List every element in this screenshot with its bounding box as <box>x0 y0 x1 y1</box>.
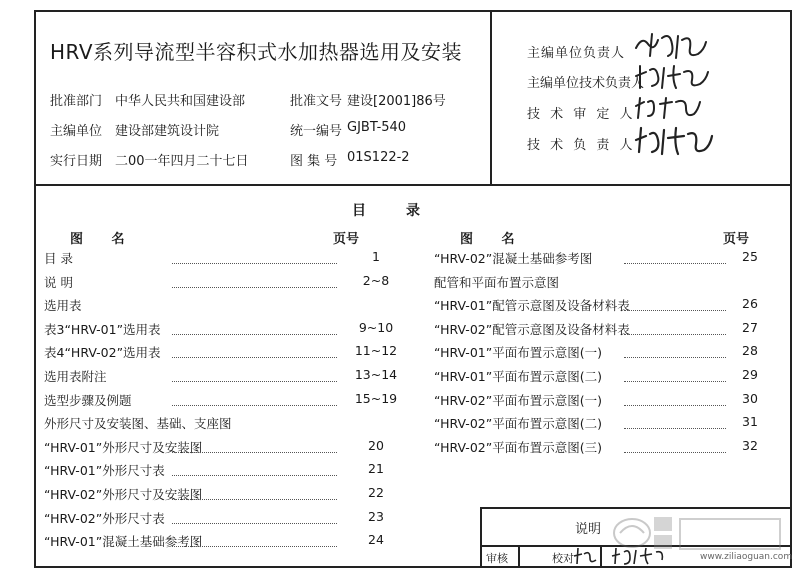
toc-leader-dots <box>172 381 337 382</box>
toc-entry-name: “HRV-02”混凝土基础参考图 <box>434 251 593 266</box>
toc-entry-name: “HRV-02”平面布置示意图(二) <box>434 416 602 432</box>
toc-entry-page: 2~8 <box>362 272 390 288</box>
toc-row <box>44 438 424 460</box>
toc-entry-name: 表4“HRV-02”选用表 <box>44 345 161 361</box>
right-col-head-name: 图 名 <box>460 232 527 247</box>
toc-entry-page: 29 <box>742 367 758 382</box>
signature-image <box>572 546 602 566</box>
watermark-url: www.ziliaoguan.com <box>700 552 793 562</box>
toc-entry-page: 9~10 <box>358 319 394 335</box>
toc-row <box>44 461 424 483</box>
toc-entry-name: 选型步骤及例题 <box>44 392 132 408</box>
toc-row <box>44 532 424 554</box>
toc-leader-dots <box>172 263 337 264</box>
toc-leader-dots <box>624 263 726 264</box>
toc-entry-name: 选用表 <box>44 298 82 314</box>
toc-entry-name: 选用表附注 <box>44 369 107 384</box>
toc-leader-dots <box>624 334 726 335</box>
editor-unit-label: 主编单位 <box>50 124 103 139</box>
toc-row <box>44 485 424 507</box>
approval-doc-label: 批准文号 <box>290 94 343 109</box>
toc-row <box>44 509 424 531</box>
resp-label-chief-tech: 主编单位技术负责人 <box>527 76 645 91</box>
toc-row <box>44 343 424 365</box>
toc-heading: 目录 <box>352 203 460 219</box>
toc-row <box>434 414 784 436</box>
header-vertical-divider <box>490 10 492 185</box>
toc-entry-page: 20 <box>368 437 384 453</box>
toc-entry-name: 表3“HRV-01”选用表 <box>44 321 161 337</box>
code-value: GJBT-540 <box>347 120 407 135</box>
toc-entry-name: “HRV-01”平面布置示意图(二) <box>434 369 602 384</box>
toc-row <box>434 296 784 318</box>
atlas-label: 图 集 号 <box>290 154 338 169</box>
toc-leader-dots <box>172 546 337 547</box>
toc-leader-dots <box>172 405 337 406</box>
toc-leader-dots <box>624 428 726 429</box>
header-divider <box>34 184 792 186</box>
toc-entry-name: “HRV-01”外形尺寸及安装图 <box>44 439 203 455</box>
toc-leader-dots <box>624 381 726 382</box>
toc-entry-name: “HRV-02”外形尺寸及安装图 <box>44 487 203 502</box>
toc-entry-page: 21 <box>368 461 384 477</box>
toc-entry-page: 25 <box>742 249 758 264</box>
toc-row <box>434 273 784 295</box>
date-label: 实行日期 <box>50 154 103 169</box>
toc-entry-page: 13~14 <box>354 367 398 382</box>
toc-entry-name: 说 明 <box>44 274 73 290</box>
toc-entry-name: “HRV-02”外形尺寸表 <box>44 510 165 526</box>
toc-entry-page: 32 <box>742 437 758 453</box>
toc-row <box>44 367 424 389</box>
toc-leader-dots <box>624 357 726 358</box>
toc-entry-name: “HRV-01”外形尺寸表 <box>44 463 165 479</box>
left-col-head-name: 图 名 <box>70 232 137 247</box>
code-label: 统一编号 <box>290 124 343 139</box>
signature-image <box>632 62 712 92</box>
toc-row <box>434 438 784 460</box>
toc-leader-dots <box>624 405 726 406</box>
toc-row <box>434 249 784 271</box>
toc-row <box>44 249 424 271</box>
toc-row <box>44 391 424 413</box>
toc-entry-page: 11~12 <box>354 343 398 359</box>
toc-entry-page: 31 <box>742 414 758 430</box>
toc-entry-name: “HRV-01”平面布置示意图(一) <box>434 345 602 361</box>
toc-row <box>44 273 424 295</box>
toc-entry-name: 目 录 <box>44 251 73 266</box>
resp-label-chief-unit: 主编单位负责人 <box>527 46 626 61</box>
toc-row <box>44 296 424 318</box>
toc-leader-dots <box>172 523 337 524</box>
toc-entry-name: 配管和平面布置示意图 <box>434 274 560 290</box>
approval-dept-label: 批准部门 <box>50 94 103 109</box>
toc-entry-name: “HRV-02”配管示意图及设备材料表 <box>434 321 630 337</box>
toc-leader-dots <box>172 499 337 500</box>
toc-row <box>44 414 424 436</box>
toc-entry-page: 23 <box>368 508 384 524</box>
toc-leader-dots <box>172 334 337 335</box>
toc-row <box>44 320 424 342</box>
toc-leader-dots <box>624 452 726 453</box>
signature-image <box>632 94 704 122</box>
approval-dept-value: 中华人民共和国建设部 <box>115 94 246 109</box>
toc-entry-name: “HRV-02”平面布置示意图(一) <box>434 392 602 408</box>
left-col-head-page: 页号 <box>333 232 360 247</box>
approval-doc-value: 建设[2001]86号 <box>347 94 446 109</box>
editor-unit-value: 建设部建筑设计院 <box>115 124 220 139</box>
sheet-name: 说明 <box>575 522 602 537</box>
signature-image <box>632 124 716 158</box>
toc-row <box>434 367 784 389</box>
date-value: 二00一年四月二十七日 <box>115 154 249 169</box>
toc-entry-page: 22 <box>368 485 384 500</box>
toc-row <box>434 320 784 342</box>
toc-leader-dots <box>172 287 337 288</box>
toc-entry-page: 27 <box>742 319 758 335</box>
toc-row <box>434 343 784 365</box>
toc-entry-name: “HRV-01”混凝土基础参考图 <box>44 534 203 550</box>
toc-row <box>434 391 784 413</box>
toc-entry-name: “HRV-02”平面布置示意图(三) <box>434 439 602 455</box>
toc-leader-dots <box>624 310 726 311</box>
signature-image <box>632 30 712 62</box>
title-block-cell-line <box>518 545 520 568</box>
toc-entry-page: 28 <box>742 343 758 359</box>
resp-label-tech-lead: 技 术 负 责 人 <box>527 138 636 153</box>
toc-entry-page: 1 <box>372 249 380 264</box>
check-label: 校对 <box>552 552 574 565</box>
toc-entry-page: 26 <box>742 296 758 312</box>
resp-label-reviewer: 技 术 审 定 人 <box>527 107 636 122</box>
toc-leader-dots <box>172 357 337 358</box>
atlas-value: 01S122-2 <box>347 150 410 165</box>
toc-leader-dots <box>172 452 337 453</box>
toc-entry-page: 24 <box>368 532 384 548</box>
toc-leader-dots <box>172 475 337 476</box>
document-title: HRV系列导流型半容积式水加热器选用及安装 <box>50 40 463 64</box>
review-label: 审核 <box>486 552 508 565</box>
toc-entry-page: 30 <box>742 390 758 406</box>
right-col-head-page: 页号 <box>723 232 750 247</box>
toc-entry-name: 外形尺寸及安装图、基础、支座图 <box>44 416 232 432</box>
toc-entry-page: 15~19 <box>354 390 398 406</box>
toc-entry-name: “HRV-01”配管示意图及设备材料表 <box>434 298 630 314</box>
title-block-left-line <box>480 507 482 568</box>
